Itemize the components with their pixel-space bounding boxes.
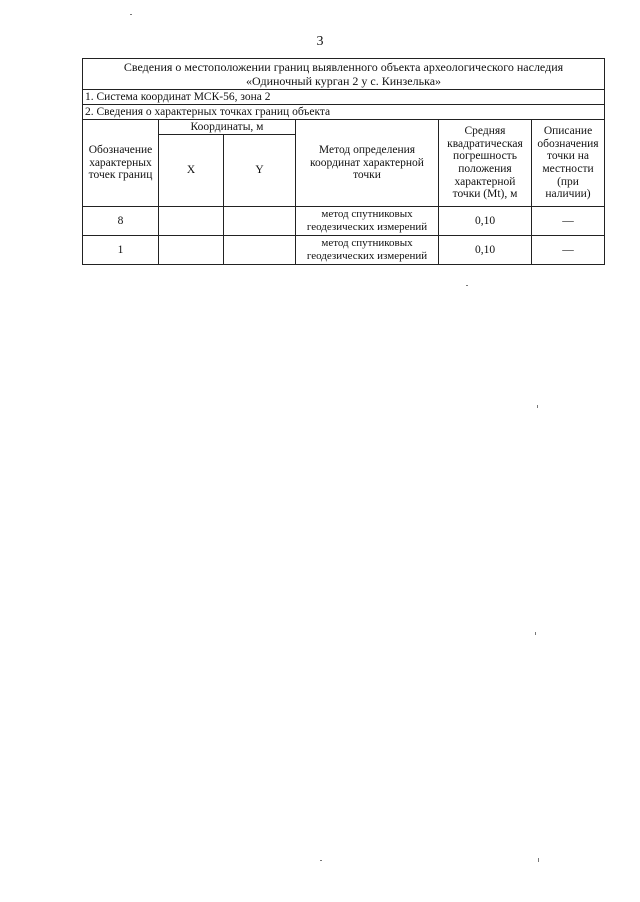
coordinate-system-row: 1. Система координат МСК-56, зона 2 [83,90,605,105]
point-designation-header: Обозначение характерных точек границ [83,120,159,207]
scan-speck [538,858,539,862]
page-number: 3 [316,34,324,49]
x-cell [159,207,224,236]
method-cell: метод спутниковых геодезических измерений [296,236,439,265]
table-title-line-1: Сведения о местоположении границ выявленного объекта археологического наследия [123,60,564,74]
error-header: Средняя квадратическая погрешность положения характерной точки (Mt), м [439,120,532,207]
scan-speck [320,860,322,861]
method-header: Метод определения координат характерной точки [296,120,439,207]
boundary-points-table [82,58,605,265]
description-cell: — [532,207,605,236]
point-cell: 1 [83,236,159,265]
scan-speck [466,285,468,286]
scan-speck [130,14,132,15]
error-cell: 0,10 [439,236,532,265]
table-title [83,59,605,90]
y-cell [224,207,296,236]
boundary-points-section-row: 2. Сведения о характерных точках границ объекта [83,105,605,120]
scan-speck [537,405,538,408]
coordinates-header: Координаты, м [159,120,296,135]
y-header: Y [224,135,296,207]
description-cell: — [532,236,605,265]
table-row [83,236,605,265]
description-header: Описание обозначения точки на местности (при наличии) [532,120,605,207]
method-cell: метод спутниковых геодезических измерений [296,207,439,236]
table-title-line-2: «Одиночный курган 2 у с. Кинзелька» [245,74,442,88]
scan-speck [535,632,536,635]
point-cell: 8 [83,207,159,236]
table-row [83,207,605,236]
y-cell [224,236,296,265]
x-cell [159,236,224,265]
x-header: X [159,135,224,207]
error-cell: 0,10 [439,207,532,236]
